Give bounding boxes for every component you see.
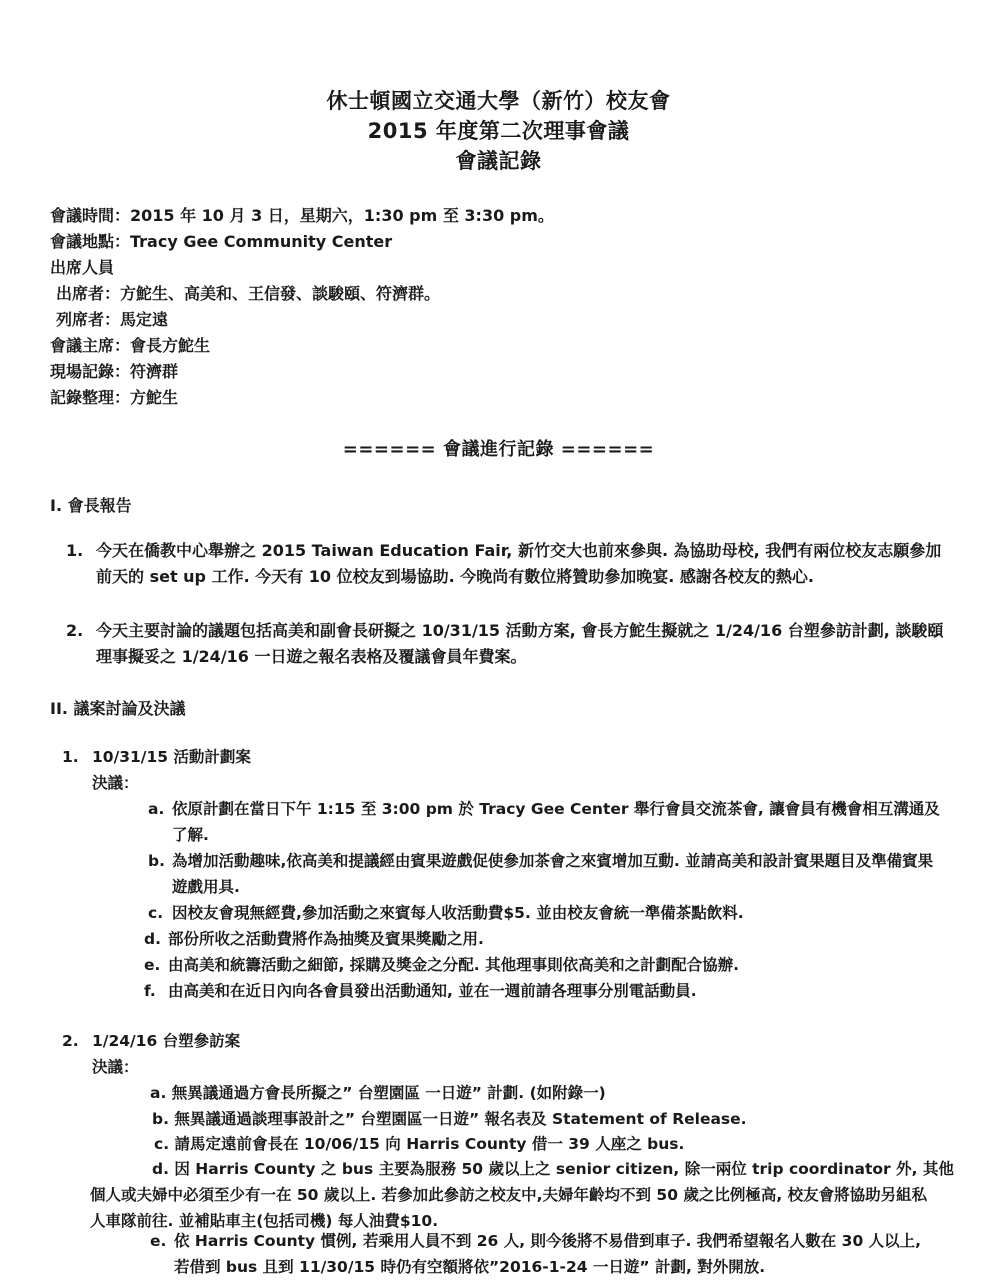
resolution-letter: e. (144, 956, 161, 974)
agenda-item-title: 1/24/16 台塑參訪案 (92, 1032, 241, 1050)
resolution-letter: b. (148, 852, 165, 870)
resolution-letter: a. (148, 800, 165, 818)
resolution-text: 由高美和在近日內向各會員發出活動通知, 並在一週前請各理事分別電話動員. (168, 982, 697, 1000)
minutes-title: 會議記錄 (455, 149, 542, 173)
resolution-text: 依原計劃在當日下午 1:15 至 3:00 pm 於 Tracy Gee Center 舉行會員交流茶會, 讓會員有機會相互溝通及了解. (172, 800, 940, 844)
observers-list: 列席者：馬定遠 (56, 310, 169, 329)
resolution-text: 因校友會現無經費,參加活動之來賓每人收活動費$5. 並由校友會統一準備茶點飲料. (172, 904, 744, 922)
resolution-letter: e. (150, 1232, 167, 1250)
proceedings-divider: ====== 會議進行記錄 ====== (342, 439, 655, 460)
resolution-text: 為增加活動趣味,依高美和提議經由賓果遊戲促使參加茶會之來賓增加互動. 並請高美和設計賓果題目及準備賓果遊戲用具. (172, 852, 934, 896)
item-number: 1. (66, 541, 84, 560)
resolution-item (148, 848, 940, 900)
document-header (0, 86, 997, 176)
resolution-item (144, 952, 944, 978)
meeting-time: 會議時間：2015 年 10 月 3 日，星期六，1:30 pm 至 3:30 pm。 (50, 206, 554, 225)
resolution-item-d: d. 因 Harris County 之 bus 主要為服務 50 歲以上之 senior citizen, 除一兩位 trip coordinator 外, 其他 (152, 1160, 954, 1178)
meeting-chair: 會議主席：會長方鮀生 (50, 336, 211, 355)
item-number: 2. (66, 621, 84, 640)
resolution-item (150, 1228, 940, 1280)
meeting-location: 會議地點：Tracy Gee Community Center (50, 232, 393, 251)
resolution-label: 決議： (92, 774, 139, 792)
section-heading-resolutions: II. 議案討論及決議 (50, 699, 186, 718)
agenda-item-number: 1. (62, 748, 79, 766)
resolution-item (148, 900, 948, 926)
attendees-list: 出席者：方鮀生、高美和、王信發、談駿頤、符濟群。 (56, 284, 441, 303)
resolution-letter: f. (144, 982, 156, 1000)
resolution-text: 由高美和統籌活動之細節, 採購及獎金之分配. 其他理事則依高美和之計劃配合協辦. (168, 956, 739, 974)
agenda-item-title: 10/31/15 活動計劃案 (92, 748, 251, 766)
list-item (66, 618, 944, 670)
meeting-recorder: 現場記錄：符濟群 (50, 362, 179, 381)
resolution-letter: c. (148, 904, 164, 922)
resolution-text: 依 Harris County 慣例, 若乘用人員不到 26 人, 則今後將不易借到車子. 我們希望報名人數在 30 人以上, 若借到 bus 且到 11/30/15 時仍有空額將依”2016-1-24 一日遊” 計劃, 對外開放. (174, 1232, 922, 1276)
resolution-label: 決議： (92, 1058, 139, 1076)
resolution-item-d-continued: 個人或夫婦中必須至少有一在 50 歲以上. 若參加此參訪之校友中,夫婦年齡均不到 50 歲之比例極高, 校友會將協助另組私人車隊前往. 並補貼車主(包括司機) 每人油費$10. (90, 1186, 928, 1230)
meeting-title: 2015 年度第二次理事會議 (367, 119, 630, 143)
resolution-item-a: a. 無異議通過方會長所擬之” 台塑園區 一日遊” 計劃. (如附錄一) (150, 1084, 606, 1102)
attendees-heading: 出席人員 (50, 258, 115, 277)
resolution-item-c: c. 請馬定遠前會長在 10/06/15 向 Harris County 借一 39 人座之 bus. (154, 1135, 685, 1153)
association-title: 休士頓國立交通大學（新竹）校友會 (326, 89, 671, 113)
resolution-item (144, 926, 944, 952)
item-text: 今天在僑教中心舉辦之 2015 Taiwan Education Fair, 新竹交大也前來參與. 為協助母校, 我們有兩位校友志願參加前天的 set up 工作. 今天有 10 位校友到場協助. 今晚尚有數位將贊助參加晚宴. 感謝各校友的熱心. (96, 541, 942, 586)
resolution-item (148, 796, 940, 848)
list-item (66, 538, 944, 590)
section-heading-report: I. 會長報告 (50, 496, 132, 515)
resolution-text: 部份所收之活動費將作為抽獎及賓果獎勵之用. (168, 930, 484, 948)
meeting-info (50, 203, 554, 411)
agenda-item-number: 2. (62, 1032, 79, 1050)
resolution-item (144, 978, 944, 1004)
resolution-item-b: b. 無異議通過談理事設計之” 台塑園區一日遊” 報名表及 Statement of Release. (152, 1110, 747, 1128)
minutes-editor: 記錄整理：方鮀生 (50, 388, 179, 407)
resolution-letter: d. (144, 930, 161, 948)
item-text: 今天主要討論的議題包括高美和副會長研擬之 10/31/15 活動方案, 會長方鮀生擬就之 1/24/16 台塑參訪計劃, 談駿頤理事擬妥之 1/24/16 一日遊之報名表格及覆議會員年費案。 (96, 621, 944, 666)
